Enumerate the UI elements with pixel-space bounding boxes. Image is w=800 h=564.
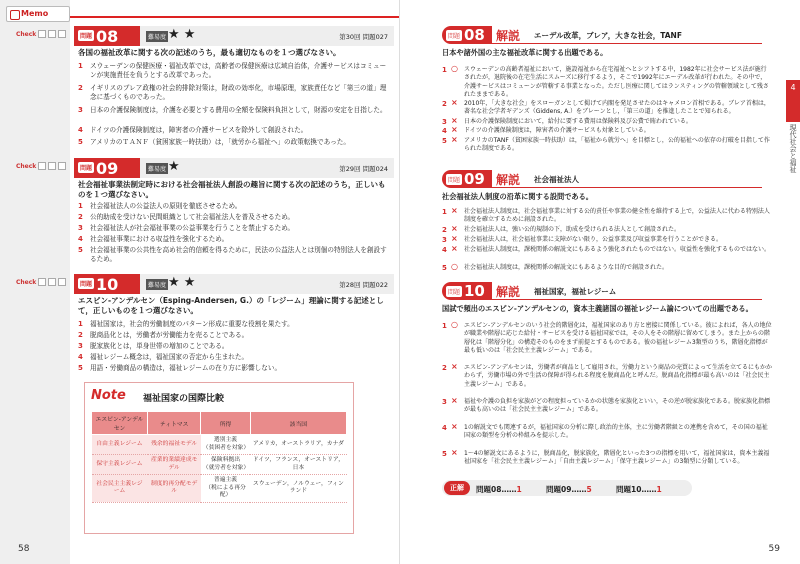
table-cell: 保険料拠出 （就労者を対象）	[201, 455, 250, 475]
answer-key-item: 問題08……1	[476, 485, 522, 494]
table-header: 所得	[201, 412, 250, 435]
checkbox[interactable]	[58, 162, 66, 170]
checkbox[interactable]	[48, 30, 56, 38]
table-row	[92, 475, 347, 503]
note-title: 福祉国家の国際比較	[143, 394, 225, 404]
table-cell: 普遍主義 （税による再分配）	[201, 475, 250, 503]
answer-item: 3 × 日本の介護保険制度において，給付に要する費用は保険料及び公費で賄われている。	[442, 116, 692, 126]
answer-lead: 日本や諸外国の主な福祉改革に関する出題である。	[442, 48, 608, 57]
answer-header-09: 問題 09 解説 社会福祉法人	[442, 170, 762, 188]
option-item: 4 ドイツの介護保険制度は，障害者の介護サービスを除外して創設された。	[78, 126, 308, 134]
option-item: 4 福祉レジーム概念は，福祉国家の否定から生まれた。	[78, 353, 249, 361]
answer-item: 2 × エスピン-アンデルセンは，労働者が商品として雇用され，労働力という商品の売買によって生活を立てるにもかかわらず，労働市場の外で生活の保障が得られる程度を脱商品化と呼んだ。脱商品化指標が最も高いのは「社会民主主義レジーム」である。	[442, 362, 772, 388]
answer-key-item: 問題09……5	[546, 485, 592, 494]
note-label: Note	[91, 388, 126, 403]
difficulty-label: 難易度	[146, 279, 168, 290]
option-item: 5 アメリカのＴＡＮＦ（貧困家族一時扶助）は，「就労から福祉へ」の政策転換であった。	[78, 138, 350, 146]
table-row	[92, 435, 347, 455]
answer-topic: 社会福祉法人	[534, 175, 579, 184]
explanation-label: 解説	[496, 285, 521, 299]
table-cell: 選別主義 （貧困者を対象）	[201, 435, 250, 455]
option-item: 3 脱家族化とは，単身世帯の増加のことである。	[78, 342, 229, 350]
table-cell: 社会民主主義レジーム	[92, 475, 148, 503]
answer-item: 1 × 社会福祉法人制度は，社会福祉事業に対する公的責任や事業の健全性を維持する上で，公益法人に代わる特別法人制度を確立するために創設された。	[442, 206, 770, 224]
table-header: 該当国	[250, 412, 346, 435]
memo-tab: Memo	[6, 6, 70, 22]
option-item: 1 スウェーデンの保健医療・福祉改革では，高齢者の保健医療は広域自治体，介護サービスはコミューンが実施責任を負うとする改革であった。	[78, 62, 387, 79]
difficulty-stars: ★ ★	[168, 27, 196, 42]
answer-item: 5 ○ 社会福祉法人制度は，課税関係の解説文にもあるような目的で創設された。	[442, 262, 669, 272]
question-text: エスピン-アンデルセン（Esping-Andersen, G.）の「レジーム」理論に関する記述として，正しいものを１つ選びなさい。	[78, 296, 384, 315]
explanation-label: 解説	[496, 29, 521, 43]
check-boxes[interactable]: Check	[16, 162, 66, 170]
answer-lead: 社会福祉法人制度の沿革に関する設問である。	[442, 192, 593, 201]
page-number: 58	[18, 544, 30, 554]
chapter-tab: 4	[786, 80, 800, 122]
explanation-label: 解説	[496, 173, 521, 187]
comparison-table	[91, 411, 347, 503]
question-header-09: 問題 09 難易度 ★ 第29回 問題024	[74, 158, 394, 178]
option-item: 3 日本の介護保険制度は，介護を必要とする費用の全額を保険料負担として，財源の安定を目指した。	[78, 106, 387, 114]
page-number: 59	[768, 544, 780, 554]
checkbox[interactable]	[38, 162, 46, 170]
question-text: 各国の福祉改革に関する次の記述のうち，最も適切なものを１つ選びなさい。	[78, 48, 341, 57]
question-number: 09	[96, 159, 119, 178]
answer-item: 3 × 社会福祉法人は，社会福祉事業に支障がない限り，公益事業及び収益事業を行うことができる。	[442, 234, 723, 244]
answer-item: 3 × 福祉や介護の負担を家族がどの程度担っているかの状態を家族化といい，その逆が脱家族化である。脱家族化指標が最も高いのは「社会民主主義レジーム」である。	[442, 396, 771, 414]
option-item: 2 脱商品化とは，労働者が労働能力を売ることである。	[78, 331, 249, 339]
table-cell: ドイツ，フランス，オーストリア，日本	[250, 455, 346, 475]
exam-source: 第30回 問題027	[339, 33, 388, 41]
difficulty-label: 難易度	[146, 163, 168, 174]
checkbox[interactable]	[48, 162, 56, 170]
answer-topic: 福祉国家，福祉レジーム	[534, 287, 617, 296]
table-cell: 産業的業績達成モデル	[148, 455, 201, 475]
answer-item: 4 × 社会福祉法人制度は，課税関係の解説文にもあるよう強化されたものではない。収益性を強化するものではない。	[442, 244, 771, 254]
answer-lead: 国試で頻出のエスピン-アンデルセンの，資本主義諸国の福祉レジーム論についての出題である。	[442, 304, 753, 313]
answer-key-icon: 正解	[444, 481, 470, 495]
table-cell: 自由主義レジーム	[92, 435, 148, 455]
check-boxes[interactable]: Check	[16, 278, 66, 286]
answer-topic: エーデル改革，ブレア，大きな社会，TANF	[534, 31, 682, 40]
difficulty-label: 難易度	[146, 31, 168, 42]
difficulty-stars: ★ ★	[168, 275, 196, 290]
header-rule	[70, 16, 400, 18]
answer-item: 2 × 2010年，「大きな社会」をスローガンとして掲げて内閣を発足させたのはキャメロン首相である。ブレア首相は，著名な社会学者ギデンズ（Giddens, A.）をブレーンとし，「第三の道」を推進したことで知られる。	[442, 98, 770, 116]
answer-header-10: 問題 10 解説 福祉国家，福祉レジーム	[442, 282, 762, 300]
answer-item: 4 × ドイツの介護保険制度は，障害者の介護サービスも対象としている。	[442, 125, 650, 135]
table-cell: 制度的再分配モデル	[148, 475, 201, 503]
checkbox[interactable]	[58, 30, 66, 38]
table-cell: 保守主義レジーム	[92, 455, 148, 475]
answer-item: 2 × 社会福祉法人は，強い公的規制の下，助成を受けられる法人として創設された。	[442, 224, 681, 234]
checkbox[interactable]	[38, 278, 46, 286]
check-boxes[interactable]: Check	[16, 30, 66, 38]
table-row	[92, 455, 347, 475]
answer-item: 4 × 1の解説文でも関連するが，福祉国家の分析に際し政治的主体，主に労働者階級との連携を含めて，その国の福祉国家の類型を分析の枠組みを提示した。	[442, 422, 768, 440]
answer-item: 5 × 1〜4の解説文にあるように，脱商品化，脱家族化，階層化といった3つの指標を用いて，福祉国家は，資本主義福祉国家を「社会民主主義レジーム」「自由主義レジーム」「保守主義レジーム」の3類型に分類している。	[442, 448, 770, 466]
chapter-title: 現代社会と福祉	[789, 124, 797, 173]
checkbox[interactable]	[38, 30, 46, 38]
table-header: エスピン-アンデルセン	[92, 412, 148, 435]
checkbox[interactable]	[48, 278, 56, 286]
note-box	[84, 382, 354, 534]
question-header-10: 問題 10 難易度 ★ ★ 第28回 問題022	[74, 274, 394, 294]
question-number: 10	[96, 275, 119, 294]
question-number: 08	[96, 27, 119, 46]
option-item: 2 イギリスのブレア政権の社会的排除対策は，財政の効率化，市場原理，家族責任など「第三の道」理念に基づくものであった。	[78, 84, 387, 101]
answer-key-item: 問題10……1	[616, 485, 662, 494]
option-item: 4 社会福祉事業における収益性を強化するため。	[78, 235, 229, 243]
option-item: 5 社会福祉事業の公共性を高め社会的信頼を得るために，民法の公益法人とは別個の特別法人を創設するため。	[78, 246, 387, 263]
option-item: 2 公的助成を受けない民間組織として社会福祉法人を普及させるため。	[78, 213, 295, 221]
table-cell: アメリカ，オーストラリア，カナダ	[250, 435, 346, 455]
answer-item: 5 × アメリカのTANF（貧困家族一時扶助）は，「福祉から就労へ」を目標とし，公的福祉への依存の打破を目指して作られた制度である。	[442, 135, 770, 153]
option-item: 1 福祉国家は，社会的労働制度のパターン形成に重要な役割を果たす。	[78, 320, 294, 328]
difficulty-stars: ★	[168, 159, 180, 174]
right-page	[400, 0, 800, 564]
exam-source: 第28回 問題022	[339, 281, 388, 289]
option-item: 1 社会福祉法人の公益法人の原則を徹底させるため。	[78, 202, 242, 210]
answer-header-08: 問題 08 解説 エーデル改革，ブレア，大きな社会，TANF	[442, 26, 762, 44]
answer-item: 1 ○ エスピン-アンデルセンのいう社会的階層化は，福祉国家のあり方と密接に関係している。彼によれば，各人の地位が職業や階層に応じた給付・サービスを受ける福祉国家では，その人をその階層に留めてしまう。また上からの階層化は「階層分化」の構造そのものをまず前提とするものである。彼の福祉レジーム3類型のうち，階層化指標が最も低いのは「社会民主主義レジーム」である。	[442, 320, 772, 354]
table-header: ティトマス	[148, 412, 201, 435]
exam-source: 第29回 問題024	[339, 165, 388, 173]
question-header-08: 問題 08 難易度 ★ ★ 第30回 問題027	[74, 26, 394, 46]
question-text: 社会福祉事業法制定時における社会福祉法人創設の趣旨に関する次の記述のうち，正しいものを１つ選びなさい。	[78, 180, 386, 199]
checkbox[interactable]	[58, 278, 66, 286]
option-item: 3 社会福祉法人が社会福祉事業の公益事業を行うことを禁止するため。	[78, 224, 295, 232]
answer-key	[442, 480, 692, 496]
answer-item: 1 ○ スウェーデンの高齢者福祉において，施設福祉から在宅福祉へとシフトする中，1982年に社会サービス法が施行されたが，退院後の在宅生活にスムーズに移行するよう，そこで1992年にエーデル改革が行われた。その中で，介護サービスはコミューンが管轄する事業となった。ただし医療に関してはランスティングの管轄領域として残されたままである。	[442, 64, 769, 98]
table-cell: 残余的福祉モデル	[148, 435, 201, 455]
table-cell: スウェーデン，ノルウェー，フィンランド	[250, 475, 346, 503]
option-item: 5 用語・労働商品の構造は，福祉レジームの在り方に影響しない。	[78, 364, 282, 372]
